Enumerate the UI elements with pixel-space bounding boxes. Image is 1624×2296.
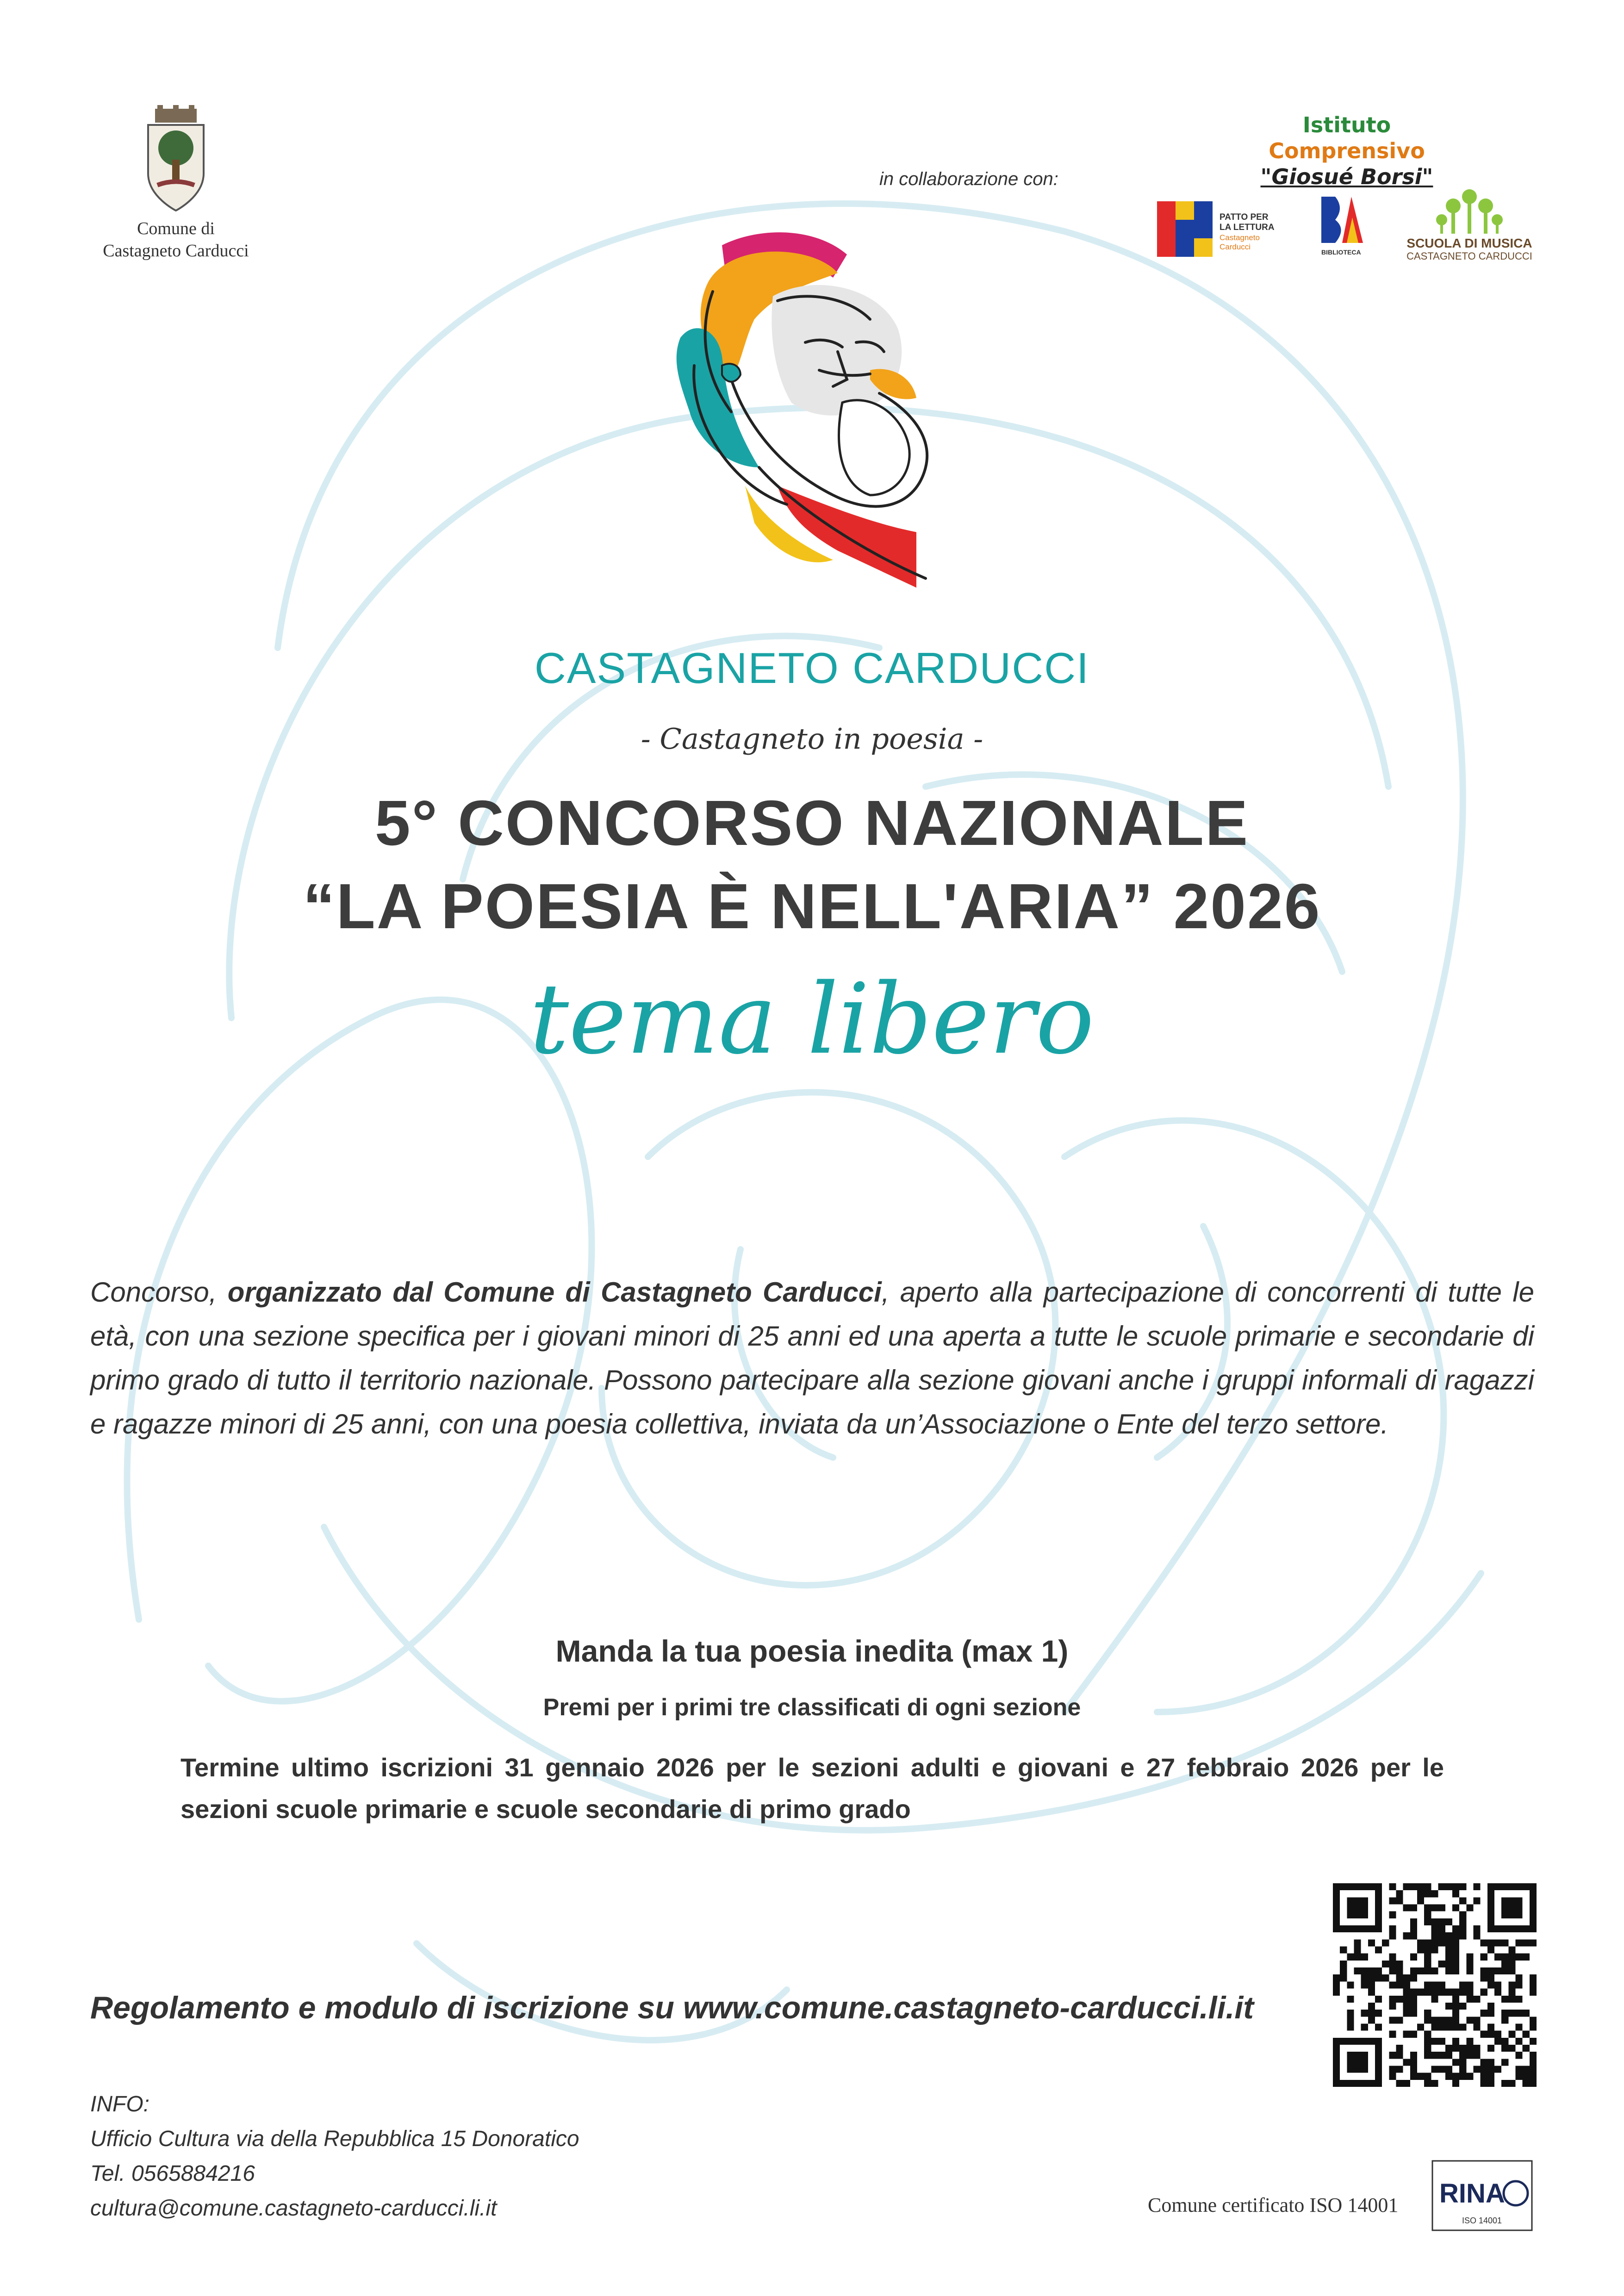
rina-label: RINA	[1439, 2178, 1505, 2209]
event-subtitle: - Castagneto in poesia -	[641, 722, 983, 756]
istituto-comprensivo-logo	[1236, 112, 1458, 190]
contest-theme: tema libero	[529, 962, 1095, 1076]
intro-paragraph	[90, 1270, 1534, 1446]
info-label: INFO:	[90, 2092, 149, 2116]
call-to-submit: Manda la tua poesia inedita (max 1)	[555, 1634, 1069, 1668]
patto-line1: PATTO PER	[1220, 212, 1269, 222]
comune-name-line1: Comune di	[137, 219, 215, 238]
scuola-line1: SCUOLA DI MUSICA	[1406, 236, 1532, 250]
rules-link[interactable]: Regolamento e modulo di iscrizione su www.comune.castagneto-carducci.li.it	[90, 1990, 1254, 2025]
intro-lead: Concorso,	[90, 1277, 228, 1308]
place-name-heading: CASTAGNETO CARDUCCI	[534, 644, 1090, 692]
comune-name	[69, 217, 282, 262]
rina-certification-logo	[1430, 2159, 1534, 2233]
ic-word-borsi: "Giosué Borsi"	[1260, 164, 1433, 189]
ic-word-comprensivo: Comprensivo	[1269, 138, 1425, 163]
scuola-di-musica-logo	[1398, 187, 1541, 264]
comune-name-line2: Castagneto Carducci	[103, 241, 249, 261]
biblioteca-logo	[1317, 192, 1368, 264]
info-phone[interactable]: Tel. 0565884216	[90, 2161, 255, 2186]
collaboration-label: in collaborazione con:	[879, 169, 1058, 189]
info-email[interactable]: cultura@comune.castagneto-carducci.li.it	[90, 2196, 497, 2221]
rina-sub: ISO 14001	[1462, 2216, 1502, 2225]
prizes-text: Premi per i primi tre classificati di ogni sezione	[543, 1694, 1081, 1721]
ic-word-istituto: Istituto	[1302, 112, 1391, 137]
info-office: Ufficio Cultura via della Repubblica 15 Donoratico	[90, 2127, 579, 2151]
info-block	[90, 2087, 579, 2226]
qr-code[interactable]	[1333, 1883, 1537, 2087]
iso-certification-text: Comune certificato ISO 14001	[1148, 2194, 1399, 2216]
patto-line3: Castagneto	[1220, 233, 1260, 242]
patto-line4: Carducci	[1220, 242, 1251, 251]
carducci-portrait-illustration	[639, 227, 990, 634]
patto-per-la-lettura-logo	[1157, 197, 1282, 261]
intro-rest: , aperto alla partecipazione di concorrenti di tutte le età, con una sezione specifica per i giovani minori di 25 anni ed una aperta a tutte le scuole primarie e secondarie di primo grado di tutto il territorio nazionale. Possono partecipare alla sezione giovani anche i gruppi informali di ragazzi e ragazze minori di 25 anni, con una poesia collettiva, inviata da un’Associazione o Ente del terzo settore.	[90, 1277, 1534, 1440]
contest-title-line1: 5° CONCORSO NAZIONALE	[374, 788, 1250, 859]
scuola-line2: CASTAGNETO CARDUCCI	[1406, 250, 1532, 262]
comune-crest-logo	[139, 104, 213, 215]
intro-organizer: organizzato dal Comune di Castagneto Carducci	[227, 1277, 882, 1308]
deadline-text: Termine ultimo iscrizioni 31 gennaio 2026 per le sezioni adulti e giovani e 27 febbraio 2026 per le sezioni scuole primarie e scuole secondarie di primo grado	[180, 1753, 1444, 1824]
biblio-label: BIBLIOTECA	[1321, 248, 1361, 256]
contest-title-line2: “LA POESIA È NELL'ARIA” 2026	[303, 871, 1321, 942]
patto-line2: LA LETTURA	[1220, 223, 1275, 232]
